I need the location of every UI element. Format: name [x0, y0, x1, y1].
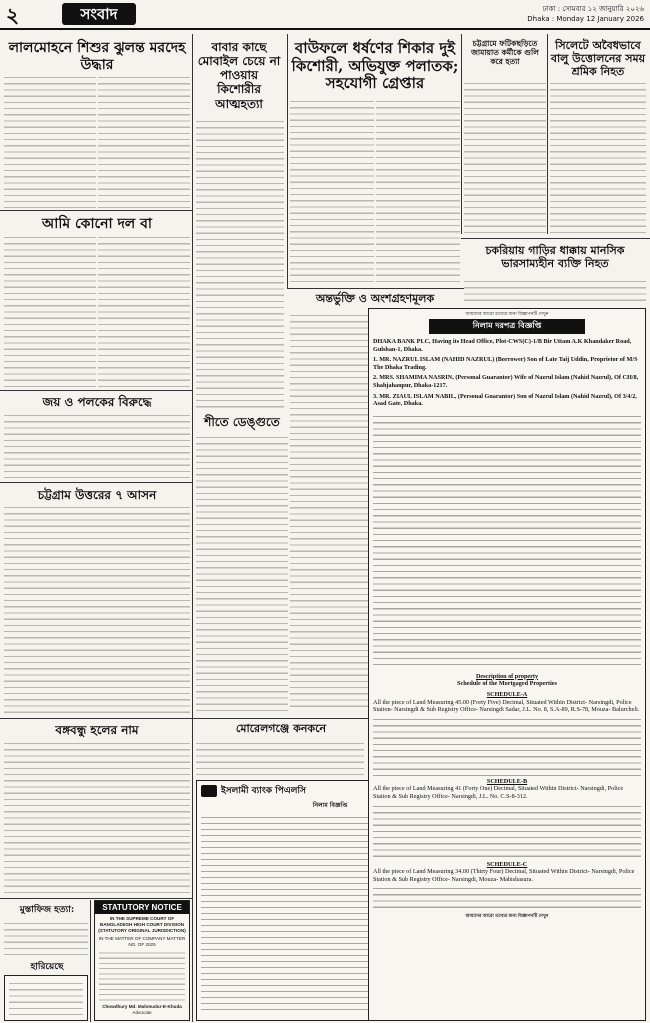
article-body-dengu — [196, 434, 288, 714]
bank-ad-title: ইসলামী ব্যাংক পিএলসি — [221, 786, 306, 796]
headline-joy-palak: জয় ও পলকের বিরুদ্ধে — [42, 395, 152, 409]
article-body-morrelganj — [196, 740, 364, 776]
headline-mustafiz: মুস্তাফিজ হত্যা: — [19, 905, 75, 915]
statutory-notice — [94, 900, 190, 1021]
bank-ad-subtitle: নিলাম বিজ্ঞপ্তি — [312, 802, 348, 809]
schedule-b-title: SCHEDULE-B — [486, 777, 528, 785]
auction-desc-subtitle: Schedule of the Mortgaged Properties — [457, 680, 557, 688]
statutory-title: STATUTORY NOTICE — [95, 901, 189, 914]
schedule-a-text: All the piece of Land Measuring 45.00 (Forty Five) Decimal, Situated Within District- Narsingdi, Police Station- Narsingdi & Sub Registry Office- Narsingdi Sadar, J.L. No. 8, S.A-89, R.S-78, Mouza- Balurcheli. — [373, 698, 640, 714]
auction-party-2: 2. MRS. SHAMIMA NASRIN, (Personal Guarantor) Wife of Nazrul Islam (Nahid Nazrul), Of CH/8, Shahjahanpur, Dhaka-1217. — [373, 374, 639, 389]
headline-morrelganj: মোরেলগঞ্জে কনকনে — [235, 722, 327, 735]
headline-fatikchhari: চট্টগ্রামে ফটিকছড়িতে জামায়াত কর্মীকে গুলি করে হত্যা — [471, 39, 539, 66]
schedule-b-text: All the piece of Land Measuring 41 (Forty One) Decimal, Situated Within District- Narsingdi, Police Station & Sub Registry Office- Narsingdi, J.L. No. C.S-8-312. — [373, 785, 624, 800]
statutory-role: Advocate — [132, 1010, 152, 1015]
article-body-mobile — [196, 118, 284, 408]
headline-shite-dengu: শীতে ডেঙ্গুতে — [204, 415, 280, 429]
article-body-bauphal-2 — [376, 98, 460, 286]
statutory-signer: Chowdhury Md. Mahmudur-E-Khuda — [102, 1004, 182, 1009]
auction-top-note: আমাদের আরো তথ্যের জন্য বিজ্ঞাপনটি দেখুন — [465, 311, 549, 316]
date-english: Dhaka : Monday 12 January 2026 — [527, 15, 644, 23]
dhaka-bank-auction-notice — [368, 308, 646, 1021]
article-body-mustafiz — [4, 920, 88, 958]
article-body-chakaria — [464, 278, 646, 304]
article-body-chattogram — [4, 504, 190, 716]
lost-notice-box — [4, 975, 88, 1021]
bank-logo-icon — [201, 785, 217, 797]
dateline — [424, 4, 644, 24]
newspaper-logo: সংবাদ — [62, 3, 136, 25]
auction-title: নিলাম দরপত্র বিজ্ঞপ্তি — [429, 319, 585, 334]
auction-desc-title: Description of property — [475, 672, 539, 680]
article-body-ami — [4, 234, 96, 388]
schedule-a-title: SCHEDULE-A — [486, 690, 528, 698]
headline-lost: হারিয়েছে — [30, 962, 64, 972]
date-bengali: ঢাকা : সোমবার ১২ জানুয়ারি ২০২৬ — [542, 5, 644, 13]
article-body-fatikchhari — [464, 80, 546, 234]
headline-inclusive: অন্তর্ভুক্তি ও অংশগ্রহণমূলক — [315, 292, 435, 305]
article-body-lalmohon-2 — [98, 74, 190, 208]
headline-chattogram-north: চট্টগ্রাম উত্তরের ৭ আসন — [37, 488, 157, 502]
article-body-bauphal — [290, 98, 374, 286]
headline-sylhet: সিলেটে অবৈধভাবে বালু উত্তোলনের সময় শ্রমিক নিহত — [550, 39, 646, 78]
headline-mobile-suicide: বাবার কাছে মোবাইল চেয়ে না পাওয়ায় কিশোরীর আত্মহত্যা — [197, 40, 281, 111]
article-body-bangabandhu — [4, 740, 190, 896]
schedule-c-text: All the piece of Land Measuring 34.00 (Thirty Four) Decimal, Situated Within District- Narsingdi, Police Station & Sub Registry Office- Narsingdi, Mouza- Mahishasura. — [373, 868, 635, 883]
masthead — [0, 0, 650, 30]
article-body-ami-2 — [98, 234, 190, 388]
headline-bauphal: বাউফলে ধর্ষণের শিকার দুই কিশোরী, অভিযুক্ত পলাতক; সহযোগী গ্রেপ্তার — [291, 39, 459, 93]
auction-branch: DHAKA BANK PLC, Having its Head Office, Plot-CWS(C)-1/B Bir Uttam A.K Khandaker Road, Gulshan-1, Dhaka. — [373, 338, 632, 353]
headline-chakaria: চকরিয়ায় গাড়ির ধাক্কায় মানসিক ভারসাম্যহীন ব্যক্তি নিহত — [485, 244, 625, 270]
article-body-lalmohon — [4, 74, 96, 208]
page-number: ২ — [6, 3, 20, 27]
headline-lalmohon: লালমোহনে শিশুর ঝুলন্ত মরদেহ উদ্ধার — [8, 40, 186, 73]
headline-ami-kono-dol: আমি কোনো দল বা — [42, 216, 152, 232]
headline-bangabandhu-hall: বঙ্গবন্ধু হলের নাম — [55, 723, 139, 737]
auction-party-1: 1. MR. NAZRUL ISLAM (NAHID NAZRUL) (Borrower) Son of Late Taij Uddin, Proprietor of M/S The Dhaka Trading. — [373, 356, 638, 371]
schedule-c-title: SCHEDULE-C — [486, 860, 528, 868]
auction-footer: আমাদের আরো তথ্যের জন্য বিজ্ঞাপনটি দেখুন — [465, 913, 549, 919]
statutory-matter: IN THE MATTER OF COMPANY MATTER NO. OF 2025 — [98, 936, 186, 947]
statutory-court: IN THE SUPREME COURT OF BANGLADESH HIGH COURT DIVISION (STATUTORY ORIGINAL JURISDICTION) — [98, 916, 186, 933]
auction-party-3: 3. MR. ZIAUL ISLAM NABIL, (Personal Guarantor) Son of Nazrul Islam (Nahid Nazrul), Of 3/4/2, Asad Gate, Dhaka. — [373, 392, 637, 408]
article-body-sylhet — [550, 80, 646, 234]
article-body-inclusive — [290, 312, 374, 712]
article-body-joy — [4, 412, 190, 480]
